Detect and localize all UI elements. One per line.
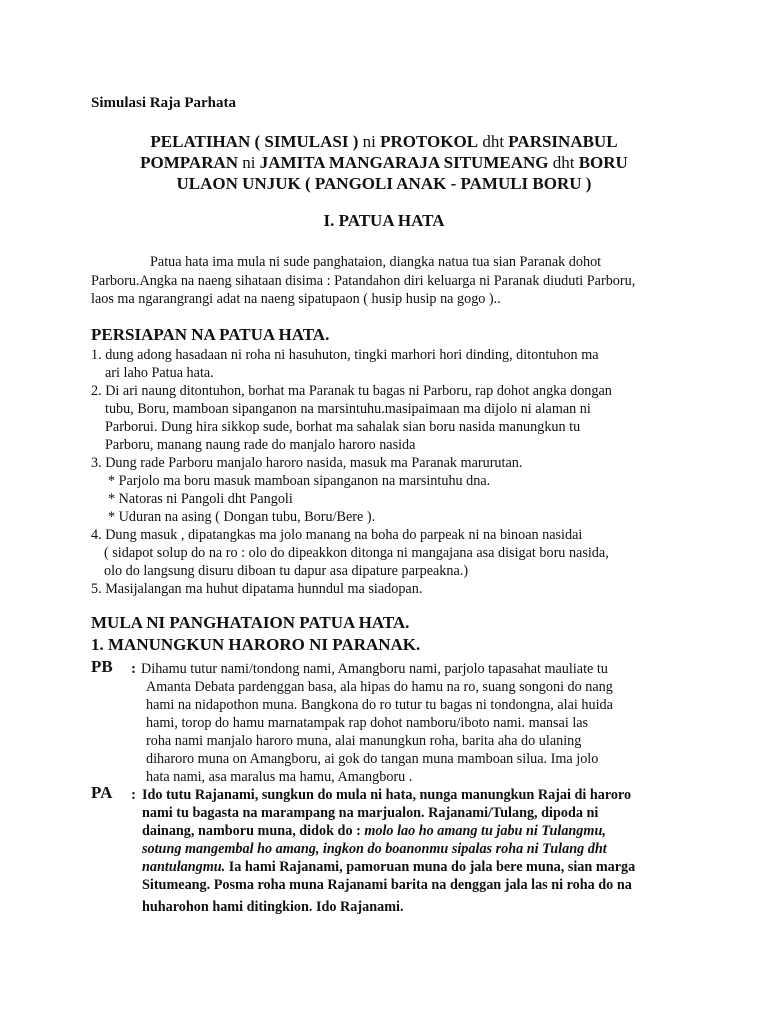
title-seg: PARSINABUL bbox=[508, 132, 618, 151]
list-line: * Natoras ni Pangoli dht Pangoli bbox=[108, 491, 293, 507]
list-line: ( sidapot solup do na ro : olo do dipeakkon ditonga ni mangajana asa disigat boru nasida, bbox=[104, 545, 609, 561]
title-seg: JAMITA MANGARAJA SITUMEANG bbox=[259, 153, 549, 172]
persiapan-heading: PERSIAPAN NA PATUA HATA. bbox=[91, 325, 330, 344]
list-line: Parborui. Dung hira sikkop sude, borhat ma sahalak sian boru nasida manungkun tu bbox=[105, 419, 581, 435]
list-line: 4. Dung masuk , dipatangkas ma jolo manang na boha do parpeak ni na binoan nasidai bbox=[91, 527, 583, 543]
pb-line: Dihamu tutur nami/tondong nami, Amangboru nami, parjolo tapasahat mauliate tu bbox=[141, 661, 608, 677]
pa-seg-italic: molo lao ho amang tu jabu ni Tulangmu, bbox=[364, 823, 606, 839]
pb-line: hami, torop do hamu marnatampak rap dohot namboru/iboto nami. mansai las bbox=[146, 715, 589, 731]
speaker-colon: : bbox=[131, 787, 136, 803]
intro-line: laos ma ngarangrangi adat na naeng sipatupaon ( husip husip na gogo ).. bbox=[91, 291, 501, 307]
title-seg: dht bbox=[478, 132, 509, 151]
mula-heading: MULA NI PANGHATAION PATUA HATA. bbox=[91, 613, 410, 632]
list-line: 2. Di ari naung ditontuhon, borhat ma Paranak tu bagas ni Parboru, rap dohot angka dongan bbox=[91, 383, 612, 399]
intro-line: Patua hata ima mula ni sude panghataion, diangka natua tua sian Paranak dohot bbox=[150, 254, 602, 270]
document-label: Simulasi Raja Parhata bbox=[91, 95, 237, 111]
pa-line: Situmeang. Posma roha muna Rajanami barita na denggan jala las ni roha do na bbox=[142, 877, 632, 893]
pa-line: Ido tutu Rajanami, sungkun do mula ni hata, nunga manungkun Rajai di haroro bbox=[142, 787, 632, 803]
list-line: Parboru, manang naung rade do manjalo haroro nasida bbox=[105, 437, 416, 453]
pb-line: roha nami manjalo haroro muna, alai manungkun roha, barita aha do ulaning bbox=[146, 733, 582, 749]
section-heading-patua-hata: I. PATUA HATA bbox=[323, 211, 445, 230]
list-line: 3. Dung rade Parboru manjalo haroro nasida, masuk ma Paranak marurutan. bbox=[91, 455, 523, 471]
pa-line: sotung mangembal ho amang, ingkon do boanonmu sipalas roha ni Tulang dht bbox=[142, 841, 607, 857]
speaker-pb: PB bbox=[91, 657, 113, 676]
pa-seg-bold: Ia hami Rajanami, pamoruan muna do jala bere muna, sian marga bbox=[225, 859, 636, 875]
title-seg: dht bbox=[548, 153, 579, 172]
list-line: tubu, Boru, mamboan sipanganon na marsintuhu.masipaimaan ma dijolo ni alaman ni bbox=[105, 401, 591, 417]
pa-line bbox=[142, 858, 635, 876]
speaker-colon: : bbox=[131, 661, 136, 677]
pa-line: nami tu bagasta na marampang na marjualon. Rajanami/Tulang, dipoda ni bbox=[142, 805, 599, 821]
pa-line: huharohon hami ditingkion. Ido Rajanami. bbox=[142, 899, 404, 915]
pa-seg-bold: dainang, namboru muna, didok do : bbox=[142, 823, 365, 839]
list-line: * Parjolo ma boru masuk mamboan sipanganon na marsintuhu dna. bbox=[108, 473, 491, 489]
pb-line: diharoro muna on Amangboru, ai gok do tangan muna mamboan silua. Ima jolo bbox=[146, 751, 599, 767]
speaker-pa: PA bbox=[91, 783, 113, 802]
intro-line: Parboru.Angka na naeng sihataan disima : Patandahon diri keluarga ni Paranak diuduti Parboru, bbox=[91, 273, 636, 289]
pb-line: hami na nidapothon muna. Bangkona do ro tutur tu bagas ni tondongna, alai huida bbox=[146, 697, 613, 713]
list-line: 5. Masijalangan ma huhut dipatama hunndul ma siadopan. bbox=[91, 581, 423, 597]
list-line: olo do langsung disuru diboan tu dapur asa dipature parpeakna.) bbox=[104, 563, 469, 579]
list-line: 1. dung adong hasadaan ni roha ni hasuhuton, tingki marhori hori dinding, ditontuhon ma bbox=[91, 347, 599, 363]
pa-line bbox=[142, 822, 606, 840]
pa-seg-italic: nantulangmu. bbox=[142, 859, 226, 875]
title-seg: PELATIHAN ( SIMULASI ) bbox=[150, 132, 363, 151]
document-title-line-1 bbox=[0, 133, 768, 151]
title-seg: BORU bbox=[578, 153, 628, 172]
pb-line: hata nami, asa maralus ma hamu, Amangboru . bbox=[146, 769, 413, 785]
title-seg: ni bbox=[238, 153, 260, 172]
list-line: ari laho Patua hata. bbox=[105, 365, 214, 381]
document-title-line-2 bbox=[0, 154, 768, 172]
title-seg: PROTOKOL bbox=[380, 132, 479, 151]
list-line: * Uduran na asing ( Dongan tubu, Boru/Bere ). bbox=[108, 509, 376, 525]
title-seg: ni bbox=[362, 132, 381, 151]
title-seg: POMPARAN bbox=[140, 153, 239, 172]
document-title-line-3: ULAON UNJUK ( PANGOLI ANAK - PAMULI BORU ) bbox=[176, 174, 592, 193]
sub-heading: 1. MANUNGKUN HARORO NI PARANAK. bbox=[91, 635, 421, 654]
pb-line: Amanta Debata pardenggan basa, ala hipas do hamu na ro, suang songoni do nang bbox=[146, 679, 613, 695]
